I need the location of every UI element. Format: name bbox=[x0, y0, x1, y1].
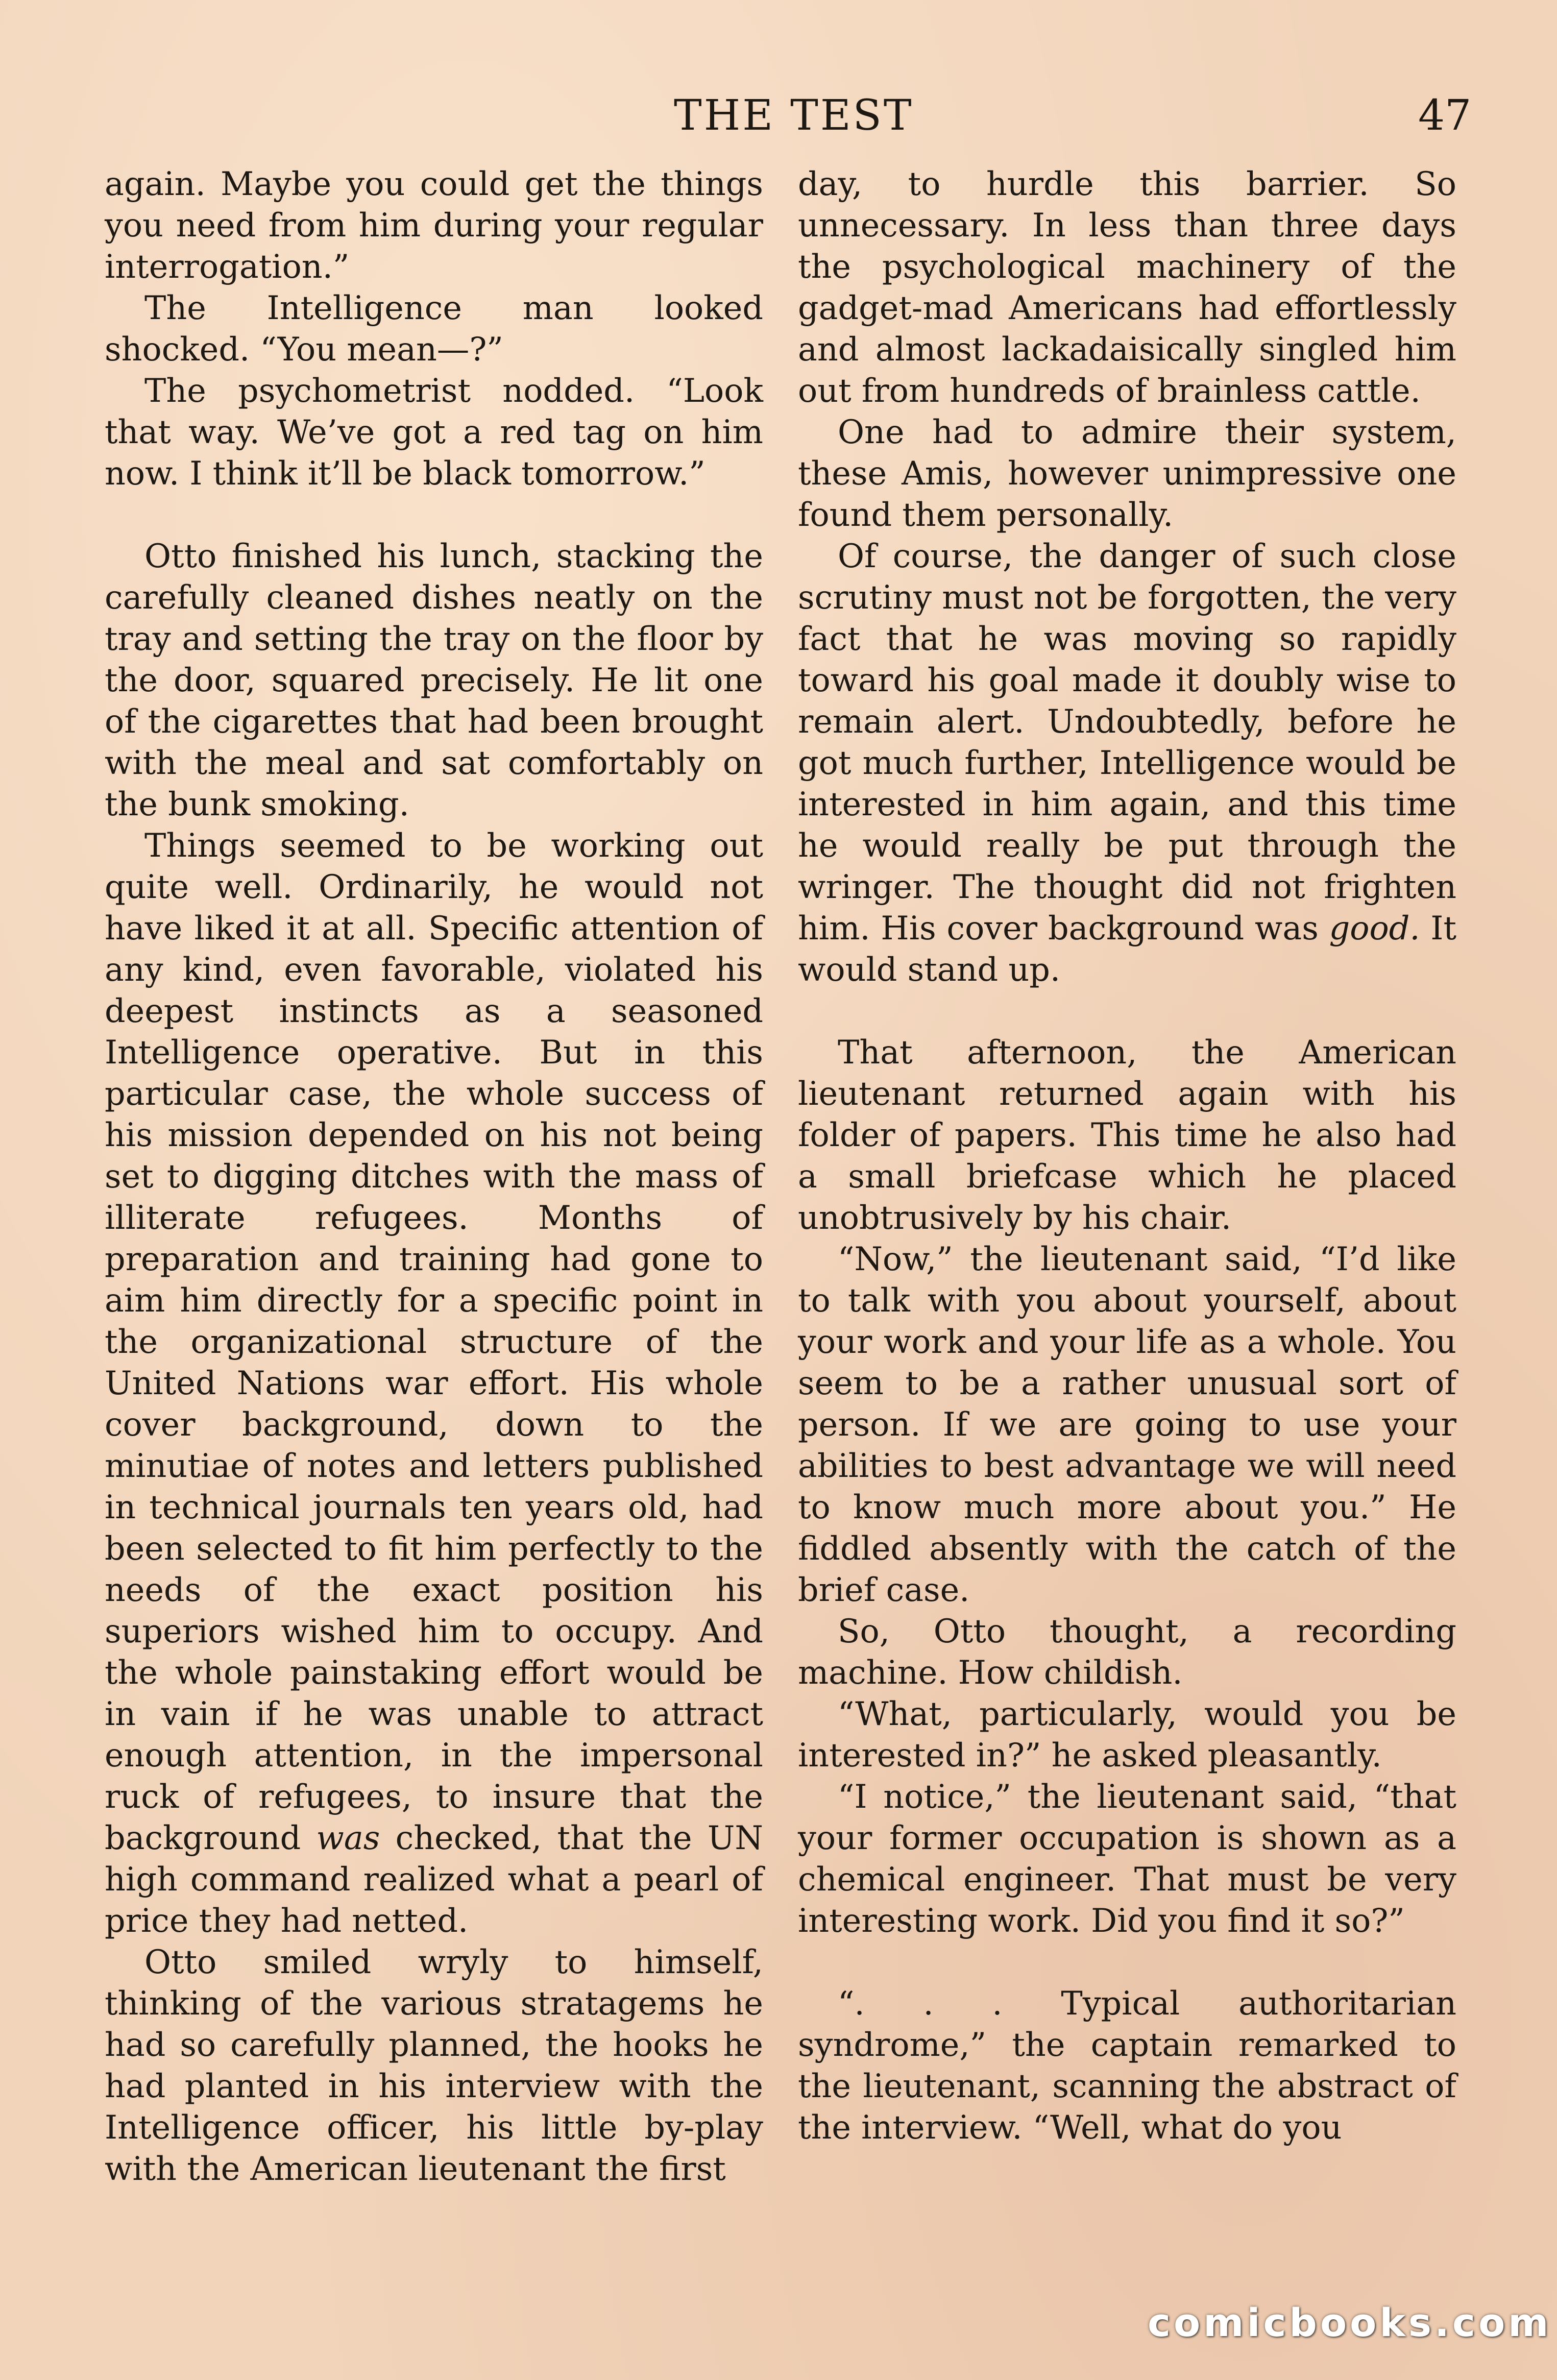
site-watermark: comicbooks.com bbox=[1148, 2300, 1552, 2345]
paragraph bbox=[105, 825, 763, 1941]
paragraph-text: Of course, the danger of such close scrutiny must not be forgotten, the very fact that he was moving so rapidly toward his goal made it doubly wise to remain alert. Undoubtedly, before he got much further, Intelligence would be interested in him again, and this time he would really be put through the wringer. The thought did not frighten him. His cover background was bbox=[798, 537, 1456, 947]
paragraph bbox=[798, 536, 1456, 990]
running-head bbox=[0, 88, 1557, 144]
paragraph: “I notice,” the lieutenant said, “that your former occupation is shown as a chemical engineer. That must be very interesting work. Did you find it so?” bbox=[798, 1778, 1456, 1939]
page-number: 47 bbox=[1418, 91, 1472, 140]
paragraph: The psychometrist nodded. “Look that way. We’ve got a red tag on him now. I think it’ll be black tomorrow.” bbox=[105, 372, 763, 492]
paragraph-text: Things seemed to be working out quite well. Ordinarily, he would not have liked it at all. Specific attention of any kind, even favorable, violated his deepest instincts as a seasoned Intelligence operative. But in this particular case, the whole success of his mission depended on his not being set to digging ditches with the mass of illiterate refugees. Months of preparation and training had gone to aim him directly for a specific point in the organizational structure of the United Nations war effort. His whole cover background, down to the minutiae of notes and letters published in technical journals ten years old, had been selected to fit him perfectly to the needs of the exact position his superiors wished him to occupy. And the whole painstaking effort would be in vain if he was unable to attract enough attention, in the impersonal ruck of refugees, to insure that the background bbox=[105, 827, 763, 1857]
paragraph: “. . . Typical authoritarian syndrome,” the captain remarked to the lieutenant, scanning the abstract of the interview. “Well, what do you bbox=[798, 1984, 1456, 2146]
paragraph: So, Otto thought, a recording machine. How childish. bbox=[798, 1612, 1456, 1691]
paragraph-text: It would stand up. bbox=[798, 909, 1456, 988]
left-column bbox=[105, 163, 763, 2190]
running-title: THE TEST bbox=[674, 91, 914, 140]
paragraph: Otto finished his lunch, stacking the carefully cleaned dishes neatly on the tray and setting the tray on the floor by the door, squared precisely. He lit one of the cigarettes that had been brought with the meal and sat comfortably on the bunk smoking. bbox=[105, 537, 763, 823]
paragraph: again. Maybe you could get the things you need from him during your regular interrogation.” bbox=[105, 165, 763, 285]
paragraph: One had to admire their system, these Amis, however unimpressive one found them personally. bbox=[798, 413, 1456, 533]
emphasis: was bbox=[316, 1819, 380, 1857]
paragraph: That afternoon, the American lieutenant returned again with his folder of papers. This time he also had a small briefcase which he placed unobtrusively by his chair. bbox=[798, 1033, 1456, 1236]
paragraph: “Now,” the lieutenant said, “I’d like to talk with you about yourself, about your work and your life as a whole. You seem to be a rather unusual sort of person. If we are going to use your abilities to best advantage we will need to know much more about you.” He fiddled absently with the catch of the brief case. bbox=[798, 1240, 1456, 1609]
right-column bbox=[798, 163, 1456, 2148]
paragraph: day, to hurdle this barrier. So unnecessary. In less than three days the psychological machinery of the gadget-mad Americans had effortlessly and almost lackadaisically singled him out from hundreds of brainless cattle. bbox=[798, 165, 1456, 409]
paragraph: The Intelligence man looked shocked. “You mean—?” bbox=[105, 289, 763, 368]
paragraph: “What, particularly, would you be interested in?” he asked pleasantly. bbox=[798, 1695, 1456, 1774]
paragraph: Otto smiled wryly to himself, thinking of the various stratagems he had so carefully planned, the hooks he had planted in his interview with the Intelligence officer, his little by-play with the American lieutenant the first bbox=[105, 1943, 763, 2188]
paragraph-text: checked, that the UN high command realized what a pearl of price they had netted. bbox=[105, 1819, 763, 1939]
emphasis: good. bbox=[1329, 909, 1420, 947]
